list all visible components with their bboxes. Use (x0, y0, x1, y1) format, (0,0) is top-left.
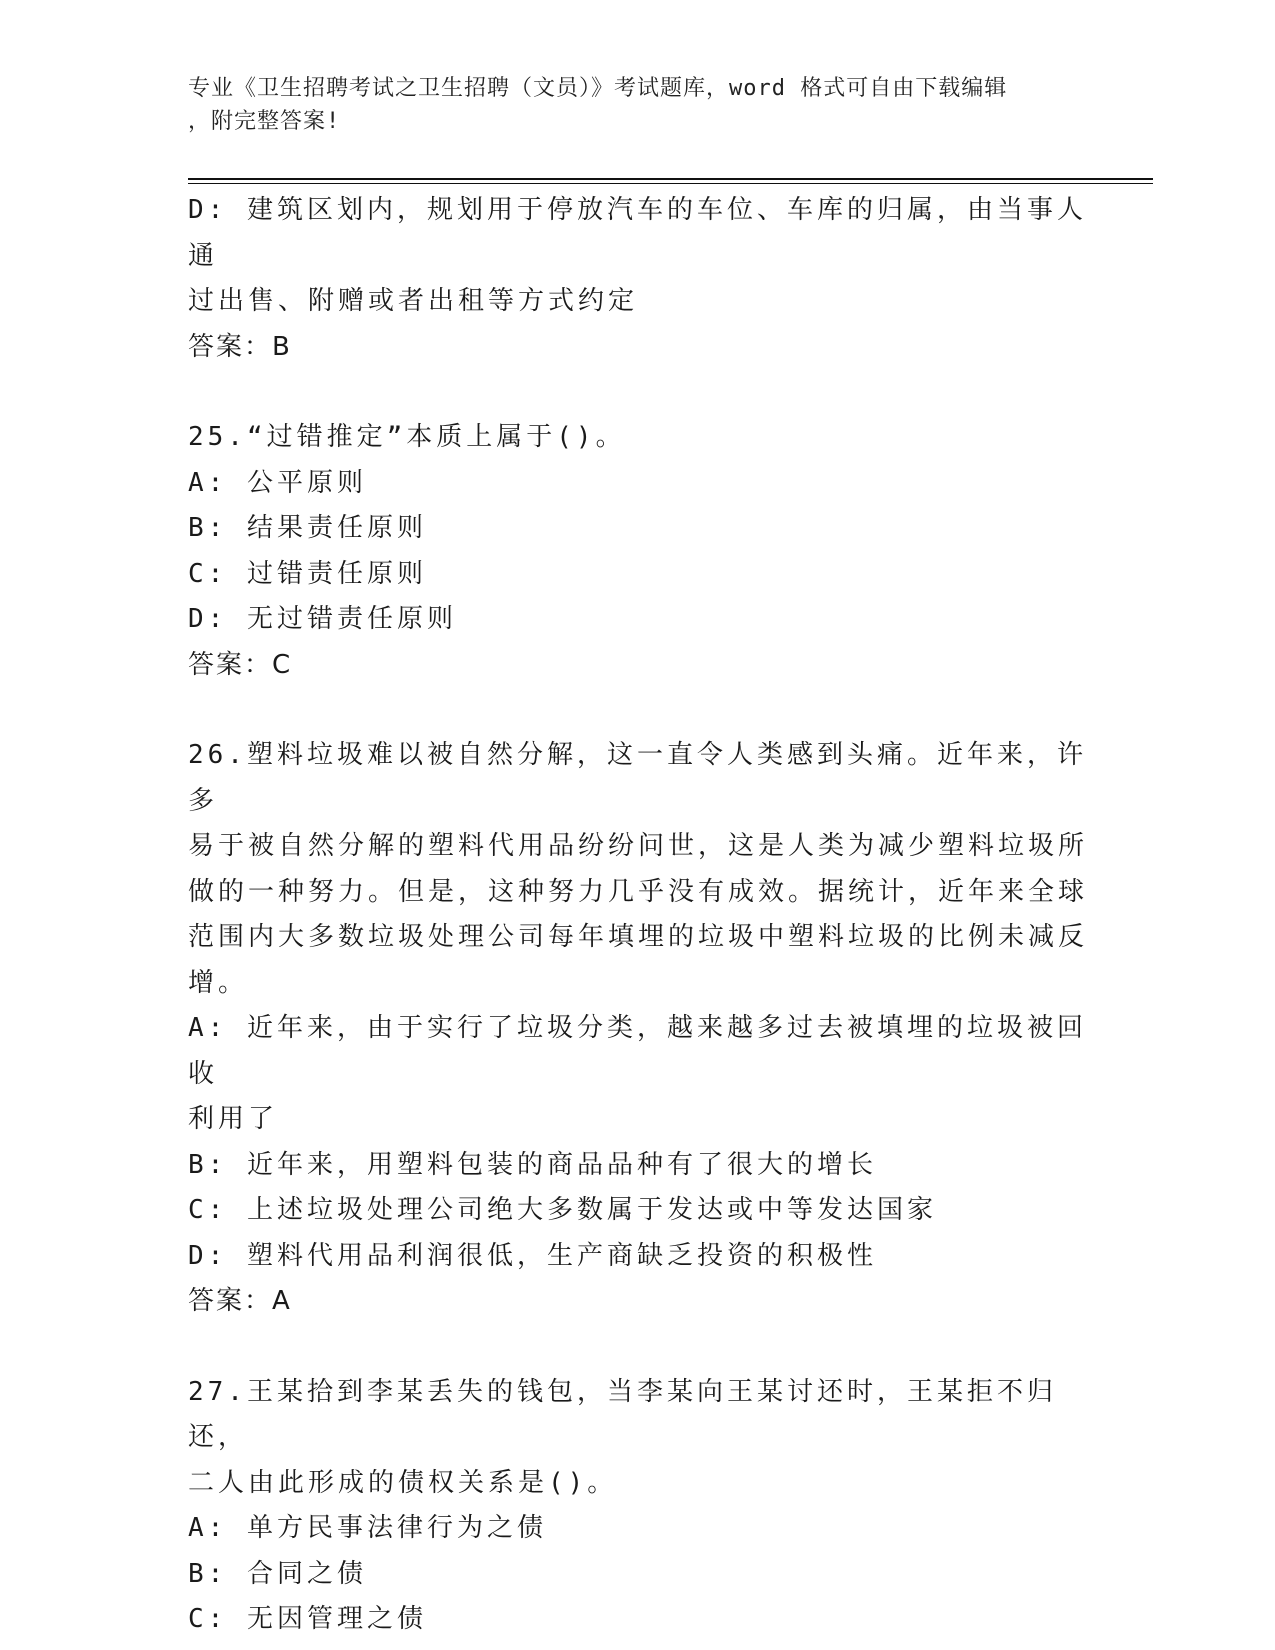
option-d (188, 188, 1088, 325)
header-line-2: ，附完整答案! (188, 109, 341, 134)
question-text-line: 做的一种努力。但是，这种努力几乎没有成效。据统计，近年来全球 (188, 876, 1089, 907)
option-d: D: 塑料代用品利润很低，生产商缺乏投资的积极性 (188, 1240, 877, 1271)
option-d-line-2: 过出售、附赠或者出租等方式约定 (188, 286, 639, 316)
question-text-line: 易于被自然分解的塑料代用品纷纷问世，这是人类为减少塑料垃圾所 (188, 831, 1089, 861)
spacer (188, 370, 1088, 415)
previous-question (188, 188, 1088, 370)
header-line-1: 专业《卫生招聘考试之卫生招聘（文员）》考试题库，word 格式可自由下载编辑 (188, 76, 1008, 101)
spacer (188, 688, 1088, 733)
option-a: A: 公平原则 (188, 467, 367, 498)
answer-line: 答案：B (188, 331, 292, 362)
question-text-line: 27.王某拾到李某丢失的钱包，当李某向王某讨还时，王某拒不归还， (188, 1376, 1057, 1452)
option-a (188, 1006, 1088, 1143)
spacer (188, 1325, 1088, 1370)
option-c: C: 上述垃圾处理公司绝大多数属于发达或中等发达国家 (188, 1195, 937, 1225)
question-text-line: 二人由此形成的债权关系是()。 (188, 1467, 618, 1498)
option-a-line-1: A: 近年来，由于实行了垃圾分类，越来越多过去被填埋的垃圾被回收 (188, 1013, 1087, 1089)
question-text-line: 范围内大多数垃圾处理公司每年填埋的垃圾中塑料垃圾的比例未减反 (188, 922, 1089, 952)
option-d-line-1: D: 建筑区划内，规划用于停放汽车的车位、车库的归属，由当事人通 (188, 195, 1087, 271)
option-b: B: 结果责任原则 (188, 513, 427, 543)
question-text: 25.“过错推定”本质上属于()。 (188, 422, 626, 452)
option-a: A: 单方民事法律行为之债 (188, 1513, 547, 1543)
answer-line: 答案：A (188, 1286, 292, 1316)
header-divider-thick (188, 178, 1153, 180)
question-26 (188, 733, 1088, 1325)
header-divider-thin (188, 183, 1153, 184)
option-c: C: 过错责任原则 (188, 558, 427, 589)
question-text (188, 733, 1088, 1006)
option-a-line-2: 利用了 (188, 1104, 279, 1134)
option-b: B: 合同之债 (188, 1558, 367, 1589)
question-content (188, 188, 1088, 1643)
question-27 (188, 1370, 1088, 1643)
document-header (188, 72, 1088, 138)
question-text-line: 26.塑料垃圾难以被自然分解，这一直令人类感到头痛。近年来，许多 (188, 740, 1087, 816)
question-text-line: 增。 (188, 967, 249, 998)
option-c: C: 无因管理之债 (188, 1604, 427, 1634)
option-d: D: 无过错责任原则 (188, 604, 457, 634)
answer-line: 答案：C (188, 649, 293, 680)
question-25 (188, 415, 1088, 688)
option-b: B: 近年来，用塑料包装的商品品种有了很大的增长 (188, 1149, 877, 1180)
question-text (188, 1370, 1088, 1507)
